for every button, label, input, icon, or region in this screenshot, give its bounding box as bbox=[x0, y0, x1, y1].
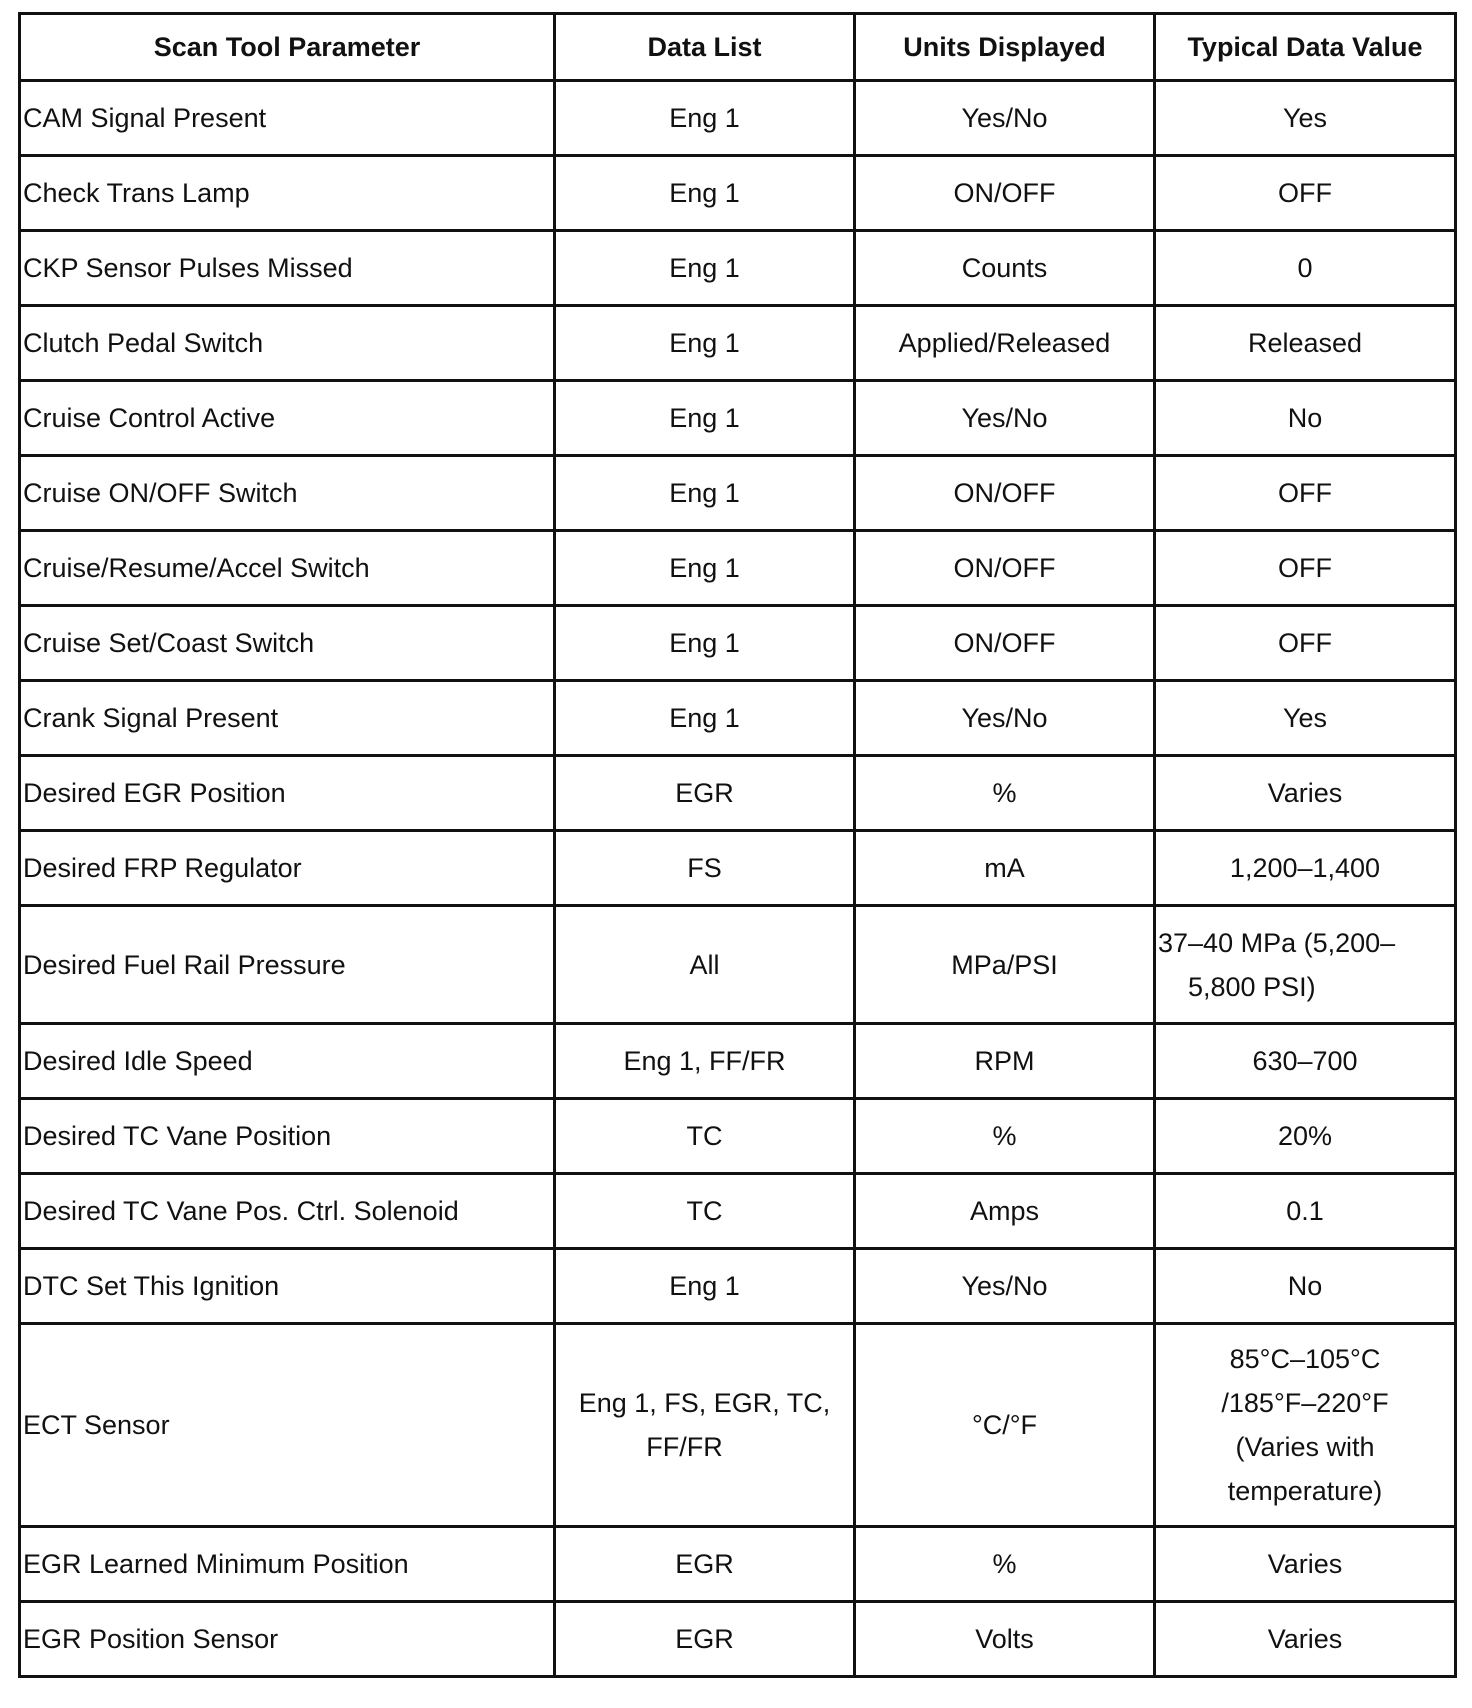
units-cell: Volts bbox=[855, 1602, 1155, 1677]
table-row bbox=[20, 1249, 1456, 1324]
value-line: 85°C–105°C bbox=[1229, 1344, 1381, 1374]
parameter-cell: Cruise Control Active bbox=[20, 381, 555, 456]
units-cell: RPM bbox=[855, 1024, 1155, 1099]
value-line: (Varies with bbox=[1235, 1432, 1375, 1462]
data-list-cell: Eng 1 bbox=[555, 306, 855, 381]
parameter-cell: EGR Position Sensor bbox=[20, 1602, 555, 1677]
data-list-cell: EGR bbox=[555, 1602, 855, 1677]
data-list-cell: Eng 1 bbox=[555, 456, 855, 531]
table-header-row bbox=[20, 14, 1456, 81]
value-cell: 0 bbox=[1155, 231, 1456, 306]
parameter-cell: Desired Fuel Rail Pressure bbox=[20, 906, 555, 1024]
units-cell: Amps bbox=[855, 1174, 1155, 1249]
units-cell: ON/OFF bbox=[855, 156, 1155, 231]
parameter-cell: CKP Sensor Pulses Missed bbox=[20, 231, 555, 306]
data-list-cell: All bbox=[555, 906, 855, 1024]
data-list-cell: Eng 1 bbox=[555, 81, 855, 156]
data-list-cell: Eng 1 bbox=[555, 231, 855, 306]
parameter-cell: Check Trans Lamp bbox=[20, 156, 555, 231]
data-list-cell: FS bbox=[555, 831, 855, 906]
value-line: 5,800 PSI) bbox=[1188, 971, 1316, 1002]
table-row bbox=[20, 531, 1456, 606]
units-cell: Yes/No bbox=[855, 381, 1155, 456]
units-cell: MPa/PSI bbox=[855, 906, 1155, 1024]
value-cell: Varies bbox=[1155, 1602, 1456, 1677]
units-cell: ON/OFF bbox=[855, 456, 1155, 531]
value-cell: Yes bbox=[1155, 81, 1456, 156]
table-row bbox=[20, 756, 1456, 831]
data-list-cell: Eng 1 bbox=[555, 156, 855, 231]
value-cell: Varies bbox=[1155, 1527, 1456, 1602]
data-list-cell: EGR bbox=[555, 1527, 855, 1602]
table-row bbox=[20, 1099, 1456, 1174]
value-line: /185°F–220°F bbox=[1221, 1388, 1389, 1418]
table-row bbox=[20, 906, 1456, 1024]
value-cell bbox=[1155, 906, 1456, 1024]
parameter-cell: Cruise Set/Coast Switch bbox=[20, 606, 555, 681]
parameter-cell: Clutch Pedal Switch bbox=[20, 306, 555, 381]
value-line: temperature) bbox=[1227, 1476, 1383, 1506]
value-cell: Varies bbox=[1155, 756, 1456, 831]
units-cell: % bbox=[855, 1527, 1155, 1602]
table-row bbox=[20, 1024, 1456, 1099]
table-row bbox=[20, 81, 1456, 156]
value-line: 37–40 MPa (5,200– bbox=[1158, 927, 1396, 958]
data-list-cell: Eng 1 bbox=[555, 531, 855, 606]
units-cell: % bbox=[855, 756, 1155, 831]
parameter-cell: DTC Set This Ignition bbox=[20, 1249, 555, 1324]
table-row bbox=[20, 156, 1456, 231]
value-cell: No bbox=[1155, 381, 1456, 456]
data-list-cell: Eng 1 bbox=[555, 606, 855, 681]
data-list-cell bbox=[555, 1324, 855, 1527]
parameter-cell: CAM Signal Present bbox=[20, 81, 555, 156]
header-scan-tool-parameter: Scan Tool Parameter bbox=[20, 14, 555, 81]
units-cell: Yes/No bbox=[855, 1249, 1155, 1324]
value-cell: 0.1 bbox=[1155, 1174, 1456, 1249]
header-data-list: Data List bbox=[555, 14, 855, 81]
parameter-cell: Desired TC Vane Position bbox=[20, 1099, 555, 1174]
parameter-cell: Desired Idle Speed bbox=[20, 1024, 555, 1099]
units-cell: Applied/Released bbox=[855, 306, 1155, 381]
value-cell: OFF bbox=[1155, 156, 1456, 231]
parameter-cell: Desired FRP Regulator bbox=[20, 831, 555, 906]
data-list-line: FF/FR bbox=[646, 1432, 723, 1462]
units-cell: Yes/No bbox=[855, 681, 1155, 756]
value-cell: No bbox=[1155, 1249, 1456, 1324]
parameter-cell: Desired TC Vane Pos. Ctrl. Solenoid bbox=[20, 1174, 555, 1249]
value-cell: OFF bbox=[1155, 606, 1456, 681]
table-row bbox=[20, 456, 1456, 531]
value-cell: Released bbox=[1155, 306, 1456, 381]
table-row bbox=[20, 1174, 1456, 1249]
units-cell: °C/°F bbox=[855, 1324, 1155, 1527]
units-cell: Yes/No bbox=[855, 81, 1155, 156]
value-cell: Yes bbox=[1155, 681, 1456, 756]
parameter-cell: Cruise/Resume/Accel Switch bbox=[20, 531, 555, 606]
table-row bbox=[20, 231, 1456, 306]
value-cell: OFF bbox=[1155, 531, 1456, 606]
parameter-cell: EGR Learned Minimum Position bbox=[20, 1527, 555, 1602]
table-row bbox=[20, 1324, 1456, 1527]
table-row bbox=[20, 831, 1456, 906]
parameter-cell: Desired EGR Position bbox=[20, 756, 555, 831]
units-cell: % bbox=[855, 1099, 1155, 1174]
table-row bbox=[20, 606, 1456, 681]
value-cell: 20% bbox=[1155, 1099, 1456, 1174]
value-cell: OFF bbox=[1155, 456, 1456, 531]
data-list-cell: TC bbox=[555, 1099, 855, 1174]
value-cell: 630–700 bbox=[1155, 1024, 1456, 1099]
data-list-cell: Eng 1, FF/FR bbox=[555, 1024, 855, 1099]
value-cell: 1,200–1,400 bbox=[1155, 831, 1456, 906]
units-cell: ON/OFF bbox=[855, 531, 1155, 606]
units-cell: mA bbox=[855, 831, 1155, 906]
header-units-displayed: Units Displayed bbox=[855, 14, 1155, 81]
data-list-cell: Eng 1 bbox=[555, 681, 855, 756]
data-list-cell: Eng 1 bbox=[555, 1249, 855, 1324]
units-cell: ON/OFF bbox=[855, 606, 1155, 681]
table-row bbox=[20, 681, 1456, 756]
table-row bbox=[20, 381, 1456, 456]
parameter-cell: Crank Signal Present bbox=[20, 681, 555, 756]
parameter-cell: Cruise ON/OFF Switch bbox=[20, 456, 555, 531]
data-list-cell: EGR bbox=[555, 756, 855, 831]
data-list-cell: TC bbox=[555, 1174, 855, 1249]
table-row bbox=[20, 306, 1456, 381]
table-row bbox=[20, 1527, 1456, 1602]
header-typical-data-value: Typical Data Value bbox=[1155, 14, 1456, 81]
data-list-line: Eng 1, FS, EGR, TC, bbox=[578, 1388, 831, 1418]
data-list-cell: Eng 1 bbox=[555, 381, 855, 456]
scan-tool-data-table bbox=[18, 12, 1457, 1678]
table-row bbox=[20, 1602, 1456, 1677]
parameter-cell: ECT Sensor bbox=[20, 1324, 555, 1527]
units-cell: Counts bbox=[855, 231, 1155, 306]
value-cell bbox=[1155, 1324, 1456, 1527]
